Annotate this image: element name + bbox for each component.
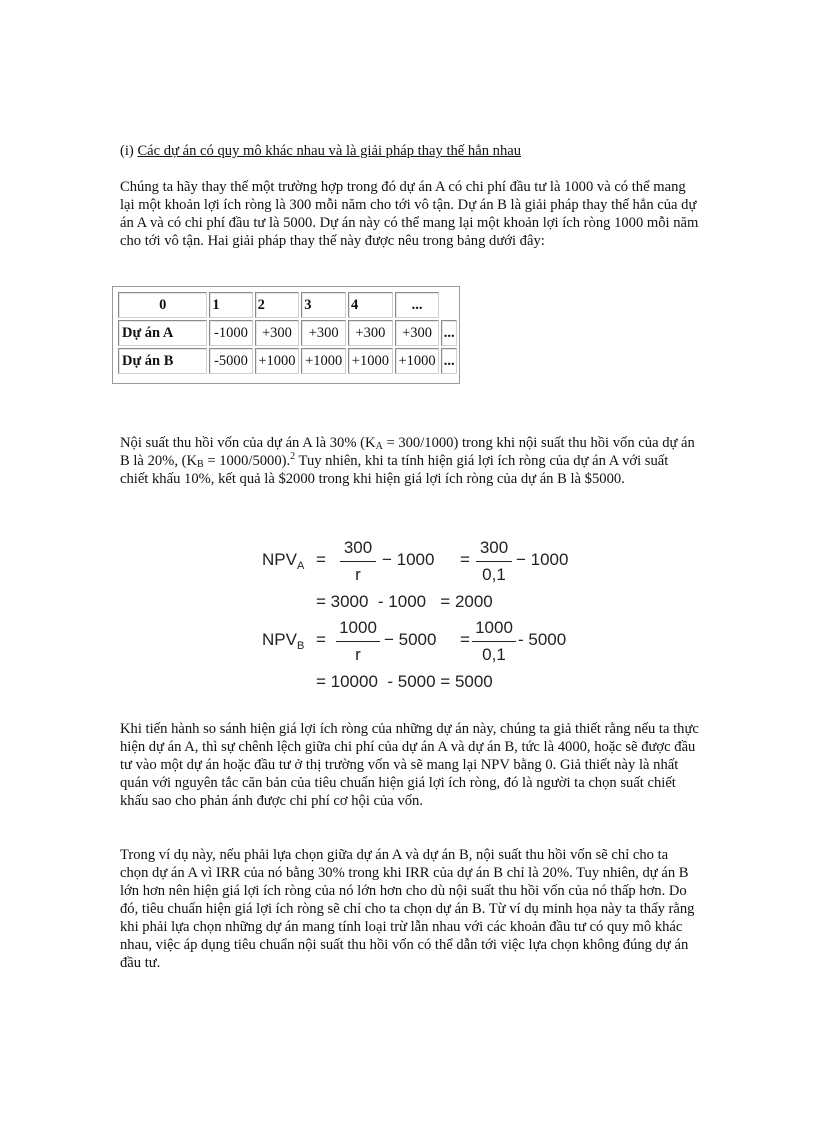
minus-term: − 1000: [382, 550, 435, 569]
fraction-b2: [472, 618, 516, 665]
row-label: Dự án B: [118, 348, 207, 374]
table-cell: +1000: [348, 348, 393, 374]
table-header-row: [118, 292, 457, 318]
table-cell: ...: [441, 348, 457, 374]
table-header-cell: 1: [209, 292, 252, 318]
numerator: 1000: [336, 618, 380, 642]
equals-sign: =: [460, 550, 470, 569]
npv-a-result: = 3000 - 1000 = 2000: [316, 592, 493, 611]
numerator: 1000: [472, 618, 516, 642]
text-run: = 300/1000) trong khi nội suất thu hồi vốn của dự án B là 20%, (K: [120, 435, 695, 469]
npv-a-label: $NPV_A$: [262, 550, 305, 572]
denominator: 0,1: [482, 645, 506, 664]
table-header-cell: ...: [395, 292, 440, 318]
table-cell: +300: [395, 320, 440, 346]
equals-sign: =: [316, 630, 326, 649]
table-header-cell: 4: [348, 292, 393, 318]
table-row: [118, 320, 457, 346]
paragraph-intro: Chúng ta hãy thay thế một trường hợp trong đó dự án A có chi phí đầu tư là 1000 và có thể mang lại một khoản lợi ích ròng là 300 mỗi năm cho tới vô tận. Dự án B là giải pháp thay thế hẳn của dự án A và có chi phí đầu tư là 5000. Dự án này có thể mang lại một khoản lợi ích ròng 1000 mỗi năm cho tới vô tận. Hai giải pháp thay thế này được nêu trong bảng dưới đây:: [120, 179, 699, 249]
table-header-cell: 2: [255, 292, 300, 318]
table-cell: +300: [348, 320, 393, 346]
heading-prefix: (i): [120, 143, 138, 159]
minus-term: − 1000: [516, 550, 569, 569]
minus-term: - 5000: [518, 630, 567, 649]
footnote-ref: 2: [290, 451, 296, 462]
subscript: A: [375, 441, 383, 452]
npv-formula: [252, 530, 582, 700]
denominator: 0,1: [482, 565, 506, 584]
paragraph-irr: [120, 434, 700, 488]
table-cell: -5000: [209, 348, 252, 374]
table-cell: +300: [301, 320, 346, 346]
numerator: 300: [340, 538, 376, 562]
npv-b-result: = 10000 - 5000 = 5000: [316, 672, 493, 691]
numerator: 300: [476, 538, 512, 562]
paragraph-assumption: Khi tiến hành so sánh hiện giá lợi ích ròng của những dự án này, chúng ta giả thiết rằng nếu ta thực hiện dự án A, thì sự chênh lệch giữa chi phí của dự án A và dự án B, tức là 4000, hoặc sẽ được đầu tư vào một dự án hoặc đầu tư ở thị trường vốn và sẽ mang lại NPV bằng 0. Giả thiết này là nhất quán với nguyên tắc căn bản của tiêu chuẩn hiện giá lợi ích ròng, đó là người ta chọn suất chiết khấu sao cho phản ánh được chi phí cơ hội của vốn.: [120, 721, 699, 809]
fraction-a2: [476, 538, 512, 585]
denominator: r: [355, 565, 361, 584]
paragraph-conclusion: Trong ví dụ này, nếu phải lựa chọn giữa dự án A và dự án B, nội suất thu hồi vốn sẽ chỉ cho ta chọn dự án A vì IRR của nó bằng 30% trong khi IRR của dự án B chỉ là 20%. Tuy nhiên, dự án B lớn hơn nên hiện giá lợi ích ròng của nó lớn hơn cho dù nội suất thu hồi vốn của nó thấp hơn. Do đó, tiêu chuẩn hiện giá lợi ích ròng sẽ chỉ cho ta chọn dự án B. Từ ví dụ minh họa này ta thấy rằng khi phải lựa chọn những dự án mang tính loại trừ lẫn nhau với các khoản đầu tư có quy mô khác nhau, việc áp dụng tiêu chuẩn nội suất thu hồi vốn có thể dẫn tới việc lựa chọn không đúng dự án đầu tư.: [120, 847, 695, 971]
npv-b-label: $NPV_B$: [262, 630, 305, 652]
table-row: [118, 348, 457, 374]
equals-sign: =: [460, 630, 470, 649]
fraction-a: [340, 538, 376, 585]
table-cell: -1000: [209, 320, 252, 346]
fraction-b: [336, 618, 380, 665]
subscript: B: [197, 459, 204, 470]
table-cell: +1000: [255, 348, 300, 374]
table-header-cell: 3: [301, 292, 346, 318]
text-run: Tuy nhiên, khi ta tính hiện giá lợi ích ròng của dự án A với suất chiết khấu 10%, kết quả là $2000 trong khi hiện giá lợi ích ròng của dự án B là $5000.: [120, 453, 669, 487]
text-run: Nội suất thu hồi vốn của dự án A là 30% (K: [120, 435, 376, 451]
table-cell: +1000: [395, 348, 440, 374]
text-run: = 1000/5000).: [203, 453, 291, 469]
section-heading: [120, 142, 700, 160]
table-header-cell: 0: [118, 292, 207, 318]
denominator: r: [355, 645, 361, 664]
cash-flow-table: [112, 286, 460, 384]
heading-title: Các dự án có quy mô khác nhau và là giải pháp thay thế hẳn nhau: [137, 143, 522, 159]
minus-term: − 5000: [384, 630, 437, 649]
equals-sign: =: [316, 550, 326, 569]
row-label: Dự án A: [118, 320, 207, 346]
table-cell: ...: [441, 320, 457, 346]
table-cell: +1000: [301, 348, 346, 374]
table-cell: +300: [255, 320, 300, 346]
